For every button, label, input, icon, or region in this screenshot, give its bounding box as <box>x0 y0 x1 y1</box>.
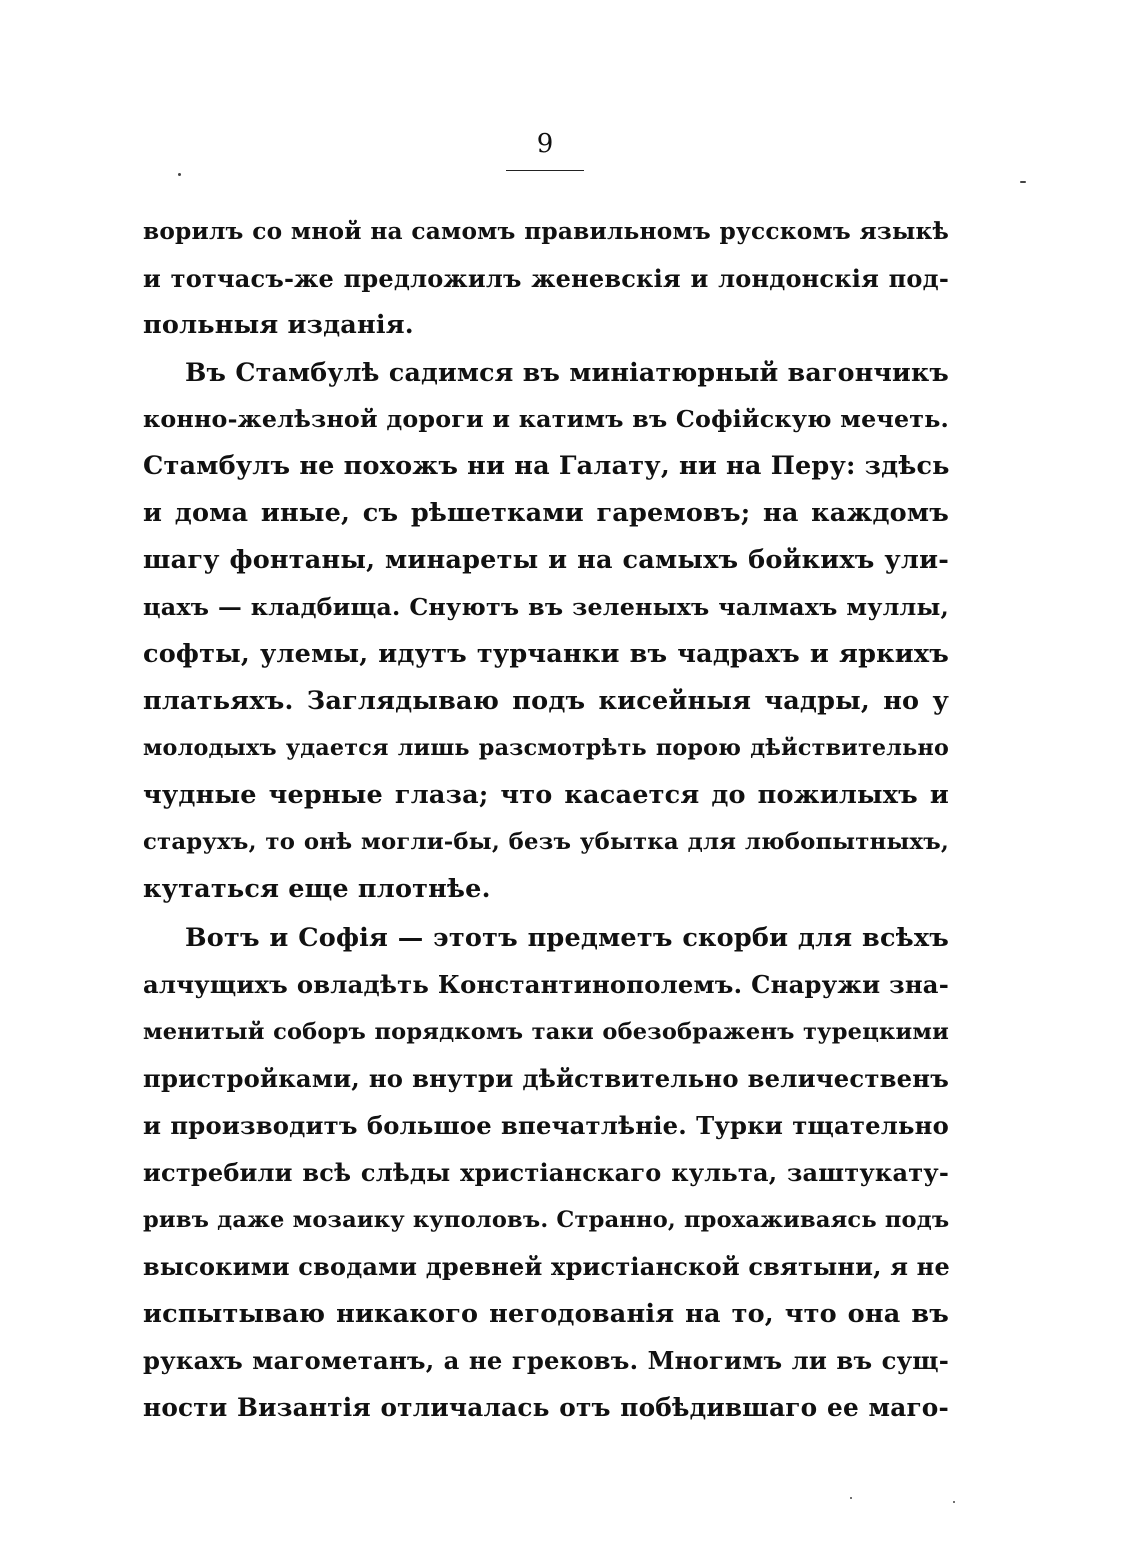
text-line: пристройками, но внутри дѣйствительно величественъ <box>143 1064 949 1093</box>
text-line: и дома иные, съ рѣшетками гаремовъ; на каждомъ <box>143 498 949 528</box>
text-line: ворилъ со мной на самомъ правильномъ русскомъ языкѣ <box>143 218 949 245</box>
text-line: менитый соборъ порядкомъ таки обезображенъ турецкими <box>143 1019 949 1045</box>
text-line: ривъ даже мозаику куполовъ. Странно, прохаживаясь подъ <box>143 1207 950 1233</box>
text-line: ности Византія отличалась отъ побѣдившаго ее маго- <box>143 1393 949 1422</box>
text-line: Вотъ и Софія — этотъ предметъ скорби для всѣхъ <box>185 923 949 953</box>
page-number-rule <box>506 170 584 171</box>
text-line: чудные черные глаза; что касается до пожилыхъ и <box>143 780 949 810</box>
text-line: кутаться еще плотнѣе. <box>143 874 491 904</box>
text-line: цахъ — кладбища. Снуютъ въ зеленыхъ чалмахъ муллы, <box>143 593 949 621</box>
text-line: Стамбулъ не похожъ ни на Галату, ни на Перу: здѣсь <box>143 451 950 481</box>
text-line: конно-желѣзной дороги и катимъ въ Софійскую мечеть. <box>143 405 949 433</box>
dust-speck <box>953 1501 955 1503</box>
text-line: высокими сводами древней христіанской святыни, я не <box>143 1252 950 1281</box>
text-line: рукахъ магометанъ, а не грековъ. Многимъ ли въ сущ- <box>143 1346 949 1375</box>
text-line: и тотчасъ-же предложилъ женевскія и лондонскія под- <box>143 264 949 293</box>
text-line: испытываю никакого негодованія на то, что она въ <box>143 1299 949 1329</box>
text-line: платьяхъ. Заглядываю подъ кисейныя чадры, но у <box>143 686 949 716</box>
text-line: старухъ, то онѣ могли-бы, безъ убытка для любопытныхъ, <box>143 829 949 855</box>
dust-speck <box>850 1497 852 1499</box>
dust-speck <box>1020 181 1026 183</box>
text-line: алчущихъ овладѣть Константинополемъ. Снаружи зна- <box>143 970 949 999</box>
text-line: софты, улемы, идутъ турчанки въ чадрахъ и яркихъ <box>143 639 949 669</box>
text-line: Въ Стамбулѣ садимся въ миніатюрный вагончикъ <box>185 357 949 387</box>
text-line: истребили всѣ слѣды христіанскаго культа, заштукату- <box>143 1158 949 1187</box>
text-line: молодыхъ удается лишь разсмотрѣть порою дѣйствительно <box>143 735 949 761</box>
text-line: шагу фонтаны, минареты и на самыхъ бойкихъ ули- <box>143 545 949 575</box>
text-line: и производитъ большое впечатлѣніе. Турки тщательно <box>143 1111 949 1140</box>
dust-speck <box>178 173 181 176</box>
page-number: 9 <box>536 129 554 159</box>
text-line: польныя изданія. <box>143 310 414 340</box>
